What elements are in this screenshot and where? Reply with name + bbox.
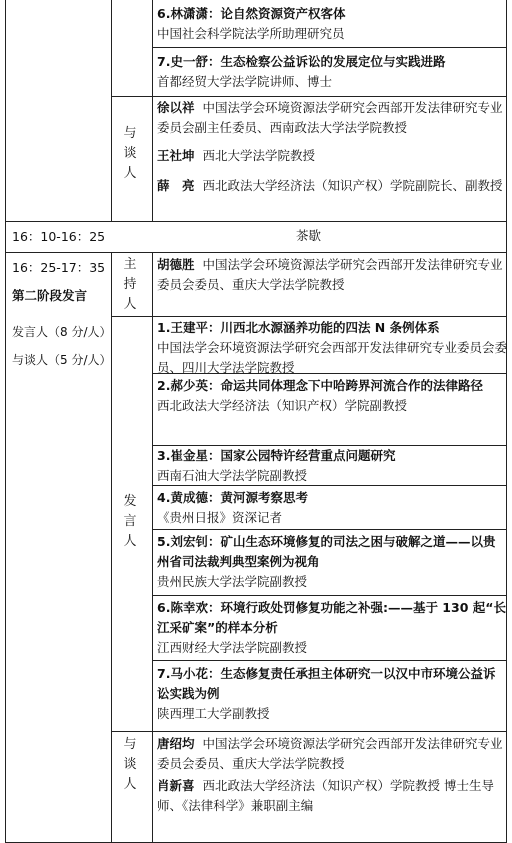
row-divider [152,595,506,596]
row-divider [111,96,506,97]
talk-title: 7.马小花：生态修复责任承担主体研究一以汉中市环境公益诉讼实践为例 [157,666,496,701]
host-name: 胡德胜 [157,257,195,272]
speaker-affiliation: 《贵州日报》资深记者 [157,510,283,525]
discussant-desc: 中国法学会环境资源法学研究会西部开发法律研究专业委员会副主任委员、西南政法大学法学院教授 [157,100,503,135]
talk-title: 2.郝少英：命运共同体理念下中哈跨界河流合作的法律路径 [157,378,483,393]
role-label-discussant: 与 谈 人 [123,737,137,792]
discussant-name: 徐以祥 [157,100,195,115]
row-divider [152,660,506,661]
row-divider [111,731,506,732]
talk-title: 6.林潇潇：论自然资源资产权客体 [157,6,346,21]
speaker-entry [157,376,507,416]
session-time: 16：25-17：35 [12,260,106,275]
speaker-entry [157,664,507,724]
talk-title: 3.崔金星：国家公园特许经营重点问题研究 [157,448,396,463]
speaker-entry [157,52,507,92]
speaker-affiliation: 贵州民族大学法学院副教授 [157,574,308,589]
speaker-affiliation: 陕西理工大学副教授 [157,706,270,721]
discussant-entry [157,98,507,138]
host-entry [157,255,507,295]
speaker-affiliation: 西北政法大学经济法（知识产权）学院副教授 [157,398,408,413]
host-desc: 中国法学会环境资源法学研究会西部开发法律研究专业委员会委员、重庆大学法学院教授 [157,257,503,292]
discussant-desc: 西北政法大学经济法（知识产权）学院教授 博士生导师、《法律科学》兼职副主编 [157,778,494,813]
col-divider [152,0,153,221]
speaker-entry [157,4,507,44]
break-label: 茶歇 [295,228,321,243]
role-label-speaker: 发 言 人 [123,494,137,549]
discussant-name: 王社坤 [157,148,195,163]
speaker-entry [157,598,507,658]
talk-title: 4.黄成德：黄河源考察思考 [157,490,308,505]
speaker-entry [157,446,507,486]
row-divider [5,252,506,253]
discussant-entry [157,776,507,816]
speaker-affiliation: 西南石油大学法学院副教授 [157,468,308,483]
speaker-affiliation: 中国法学会环境资源法学研究会西部开发法律研究专业委员会委员、四川大学法学院教授 [157,340,508,375]
discussant-entry [157,176,507,196]
discussant-desc: 西北政法大学经济法（知识产权）学院副院长、副教授 [202,178,503,193]
speaker-entry [157,488,507,528]
row-divider [152,529,506,530]
speaker-entry [157,318,507,378]
speaker-affiliation: 中国社会科学院法学所助理研究员 [157,26,345,41]
talk-title: 5.刘宏钊：矿山生态环境修复的司法之困与破解之道——以贵州省司法裁判典型案例为视角 [157,534,496,569]
row-divider [152,47,506,48]
discussant-entry [157,734,507,774]
row-divider [111,316,506,317]
session-title: 第二阶段发言 [12,288,88,303]
talk-title: 7.史一舒：生态检察公益诉讼的发展定位与实践进路 [157,54,446,69]
discussant-desc: 中国法学会环境资源法学研究会西部开发法律研究专业委员会委员、重庆大学法学院教授 [157,736,503,771]
discussant-entry [157,146,507,166]
speaker-time-rule: 发言人（8 分/人） [12,325,112,339]
discussant-time-rule: 与谈人（5 分/人） [12,353,112,367]
role-label-discussant: 与 谈 人 [123,126,137,181]
role-label-host: 主 持 人 [123,257,137,312]
table-border-left [5,0,6,843]
speaker-affiliation: 首都经贸大学法学院讲师、博士 [157,74,333,89]
col-divider [111,0,112,221]
talk-title: 6.陈幸欢：环境行政处罚修复功能之补强:——基于 130 起“长江采矿案”的样本分析 [157,600,506,635]
row-divider [5,221,506,222]
speaker-affiliation: 江西财经大学法学院副教授 [157,640,308,655]
speaker-entry [157,532,507,592]
discussant-name: 肖新喜 [157,778,195,793]
discussant-name: 薛 亮 [157,178,195,193]
break-time: 16：10-16：25 [12,229,106,244]
talk-title: 1.王建平：川西北水源涵养功能的四法 N 条例体系 [157,320,440,335]
discussant-desc: 西北大学法学院教授 [202,148,315,163]
col-divider [152,252,153,843]
discussant-name: 唐绍均 [157,736,195,751]
